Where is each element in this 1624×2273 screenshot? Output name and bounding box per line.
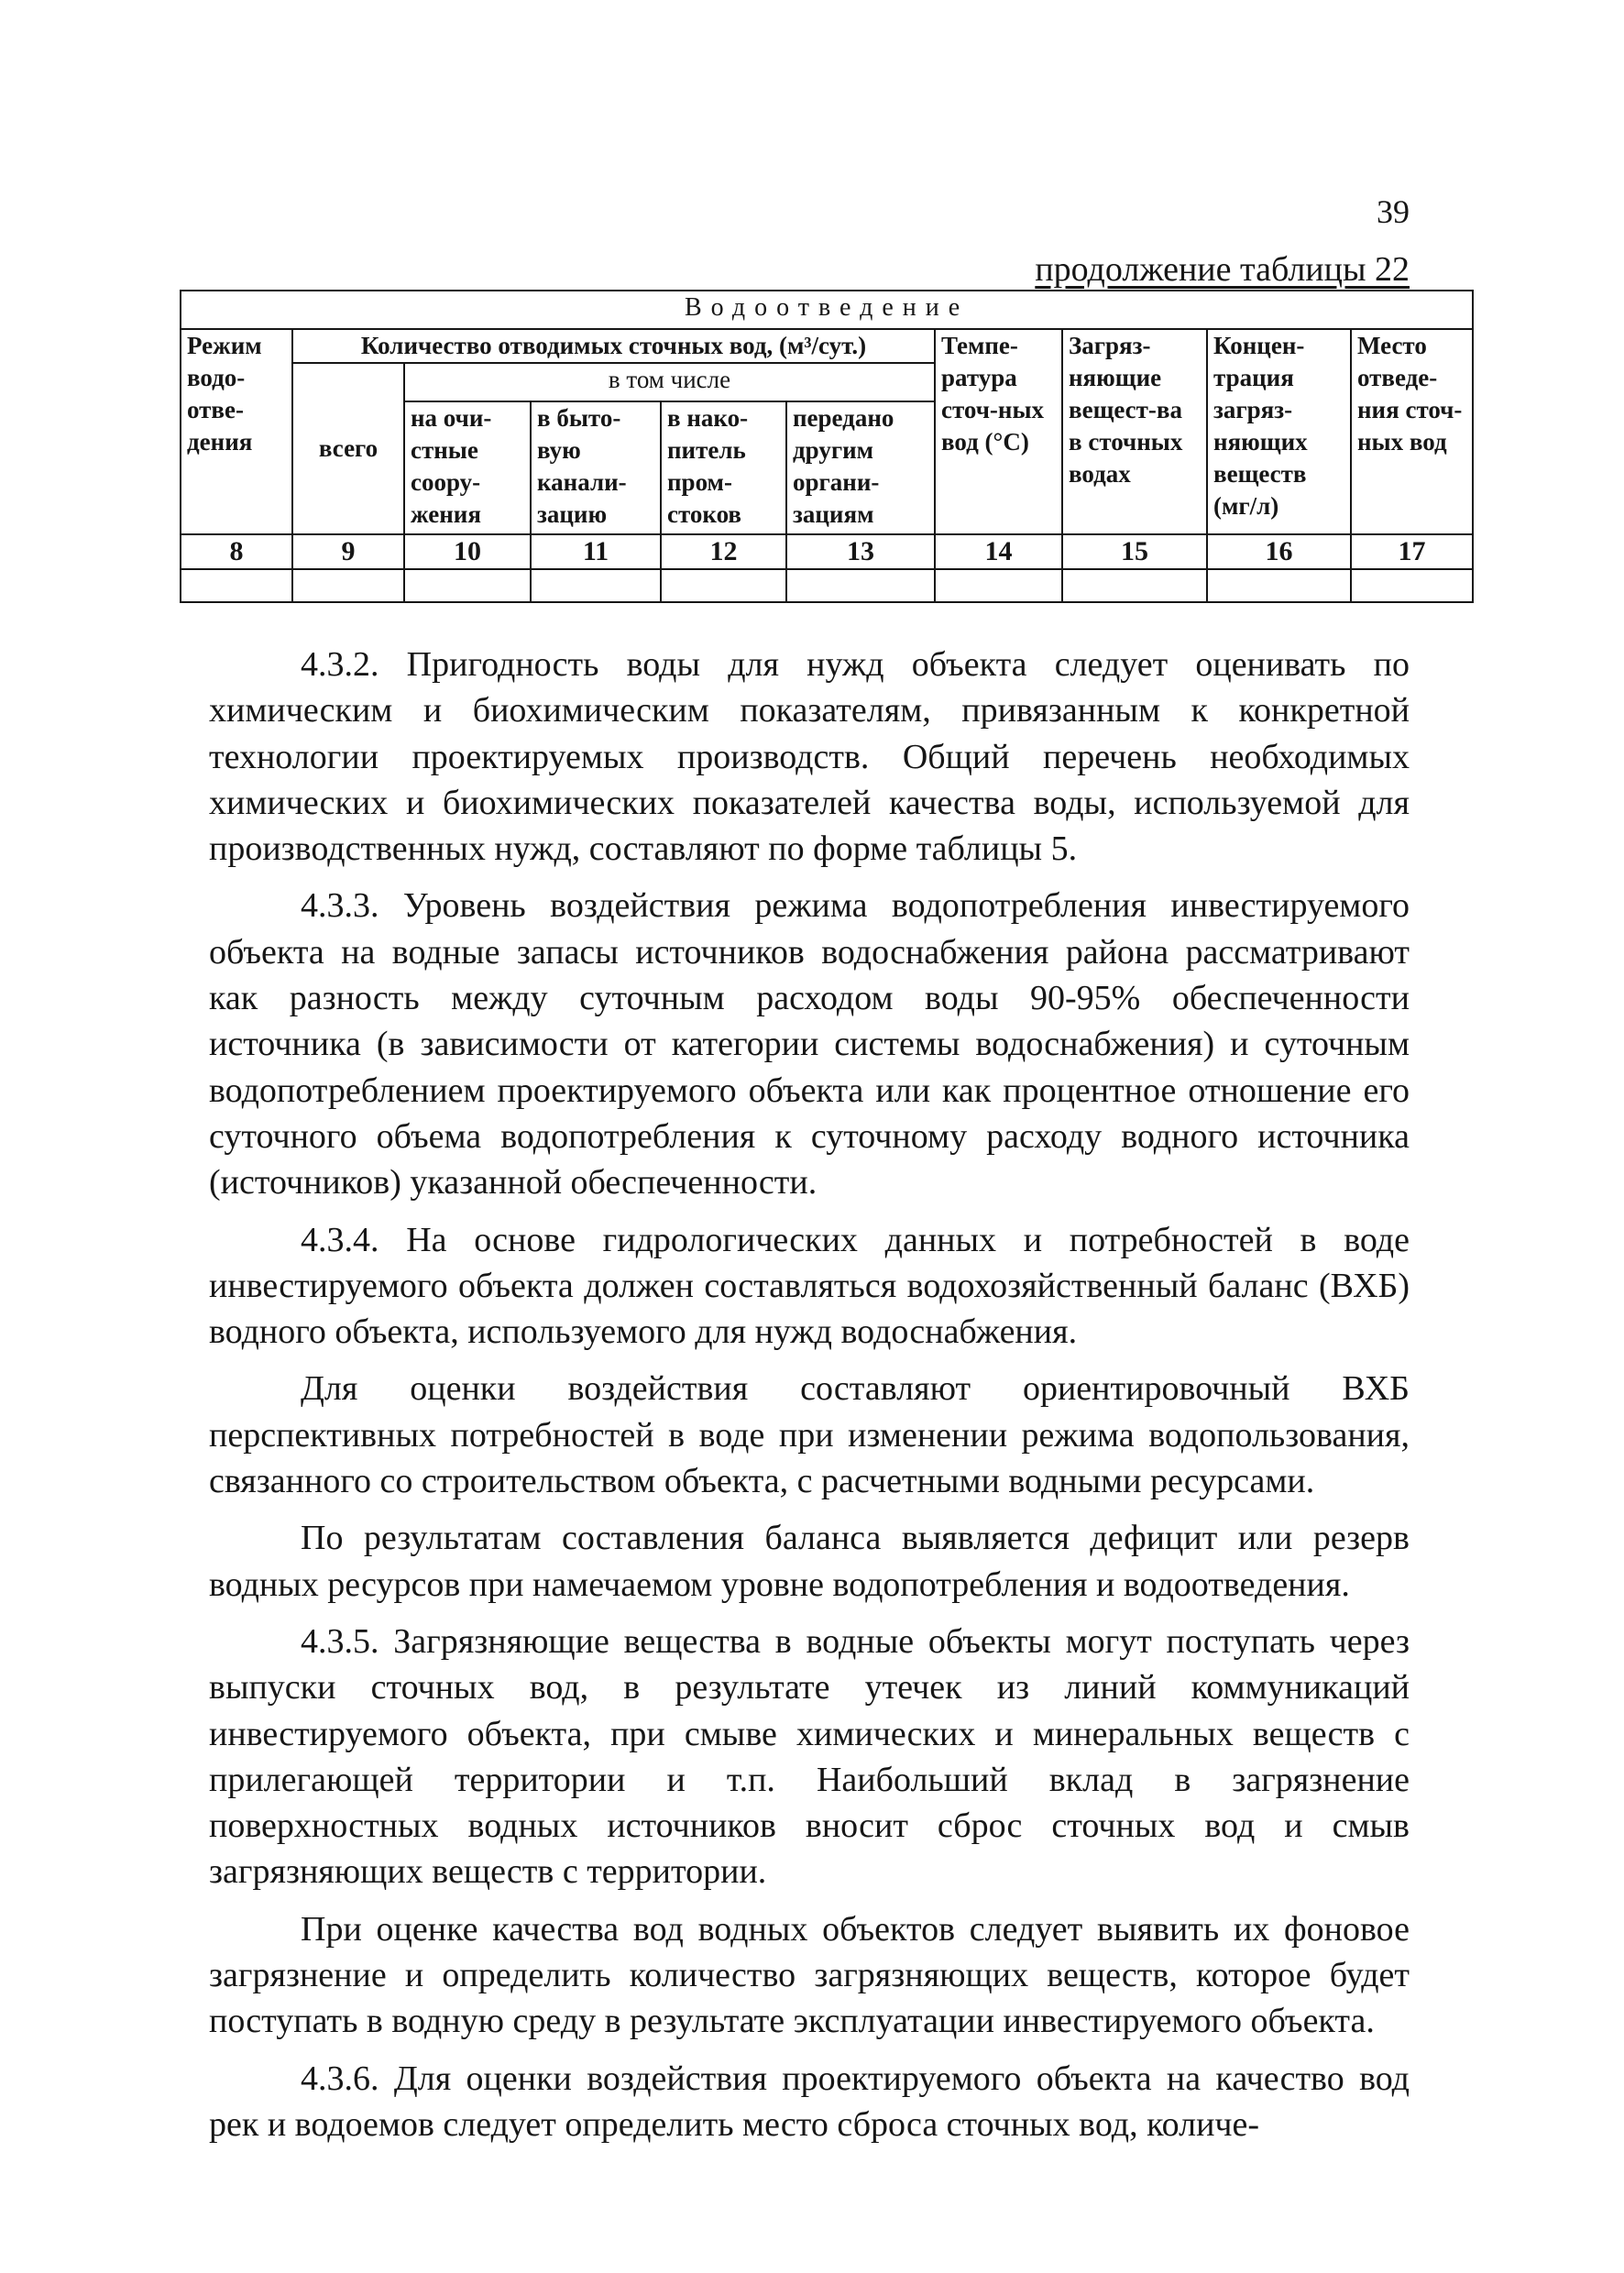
paragraph-4-3-2: 4.3.2. Пригодность воды для нужд объекта следует оценивать по химическим и биохимическим показателям, привязанным к конкретной технологии проектируемых производств. Общий перечень необходимых химических и биохимических показателей качества воды, используемой для производственных нужд, составляют по форме таблицы 5. (209, 645, 1410, 869)
paragraph-balance-results: По результатам составления баланса выявляется дефицит или резерв водных ресурсов при намечаемом уровне водопотребления и водоотведения. (209, 1519, 1410, 1604)
body-text (209, 642, 1410, 2147)
table-cell (181, 569, 292, 602)
page-number: 39 (1377, 193, 1410, 230)
paragraph-4-3-5: 4.3.5. Загрязняющие вещества в водные объекты могут поступать через выпуски сточных вод, в результате утечек из линий коммуникаций инвестируемого объекта, при смыве химических и минеральных веществ с прилегающей территории и т.п. Наибольший вклад в загрязнение поверхностных водных источников вносит сброс сточных вод и смыв загрязняющих веществ с территории. (209, 1621, 1410, 1892)
header-total: всего (292, 363, 404, 534)
paragraph-background-pollution: При оценке качества вод водных объектов следует выявить их фоновое загрязнение и определить количество загрязняющих веществ, которое будет поступать в водную среду в результате эксплуатации инвестируемого объекта. (209, 1909, 1410, 2041)
table-cell (786, 569, 935, 602)
table-continuation-label (916, 249, 1410, 290)
column-number: 13 (786, 534, 935, 569)
header-mode: Режим водо-отве-дения (181, 329, 292, 534)
table-cell (1062, 569, 1207, 602)
header-temperature: Темпе-ратура сточ-ных вод (°С) (935, 329, 1062, 534)
table-cell (1207, 569, 1351, 602)
table-cell (661, 569, 786, 602)
header-to-others: передано другим органи-зациям (786, 401, 935, 534)
table-cell (531, 569, 661, 602)
header-to-storage: в нако-питель пром-стоков (661, 401, 786, 534)
group-header: Водоотведение (181, 291, 1473, 329)
column-number-row (181, 534, 1473, 569)
header-to-treatment: на очи-стные соору-жения (404, 401, 531, 534)
header-quantity: Количество отводимых сточных вод, (м³/сут.) (292, 329, 935, 363)
column-number: 8 (181, 534, 292, 569)
table-cell (935, 569, 1062, 602)
paragraph-whb-assessment: Для оценки воздействия составляют ориентировочный ВХБ перспективных потребностей в воде при изменении режима водопользования, связанного со строительством объекта, с расчетными водными ресурсами. (209, 1369, 1410, 1501)
column-number: 17 (1351, 534, 1473, 569)
water-discharge-table (180, 290, 1474, 603)
paragraph-4-3-6: 4.3.6. Для оценки воздействия проектируемого объекта на качество вод рек и водоемов следует определить место сброса сточных вод, количе- (209, 2059, 1410, 2144)
table-cell (404, 569, 531, 602)
column-number: 16 (1207, 534, 1351, 569)
header-pollutants: Загряз-няющие вещест-ва в сточных водах (1062, 329, 1207, 534)
column-number: 11 (531, 534, 661, 569)
empty-data-row (181, 569, 1473, 602)
header-concentration: Концен-трация загряз-няющих веществ (мг/л) (1207, 329, 1351, 534)
column-number: 10 (404, 534, 531, 569)
column-number: 12 (661, 534, 786, 569)
column-number: 15 (1062, 534, 1207, 569)
paragraph-4-3-4: 4.3.4. На основе гидрологических данных и потребностей в воде инвестируемого объекта должен составляться водохозяйственный баланс (ВХБ) водного объекта, используемого для нужд водоснабжения. (209, 1220, 1410, 1352)
column-number: 9 (292, 534, 404, 569)
column-number: 14 (935, 534, 1062, 569)
paragraph-4-3-3: 4.3.3. Уровень воздействия режима водопотребления инвестируемого объекта на водные запасы источников водоснабжения района рассматривают как разность между суточным расходом воды 90-95% обеспеченности источника (в зависимости от категории системы водоснабжения) и суточным водопотреблением проектируемого объекта или как процентное отношение его суточного объема водопотребления к суточному расходу водного источника (источников) указанной обеспеченности. (209, 886, 1410, 1202)
table-cell (292, 569, 404, 602)
continuation-text: продолжение таблицы 22 (1035, 250, 1410, 289)
header-to-sewer: в быто-вую канали-зацию (531, 401, 661, 534)
table-cell (1351, 569, 1473, 602)
header-including: в том числе (404, 363, 935, 401)
header-discharge-place: Место отведе-ния сточ-ных вод (1351, 329, 1473, 534)
